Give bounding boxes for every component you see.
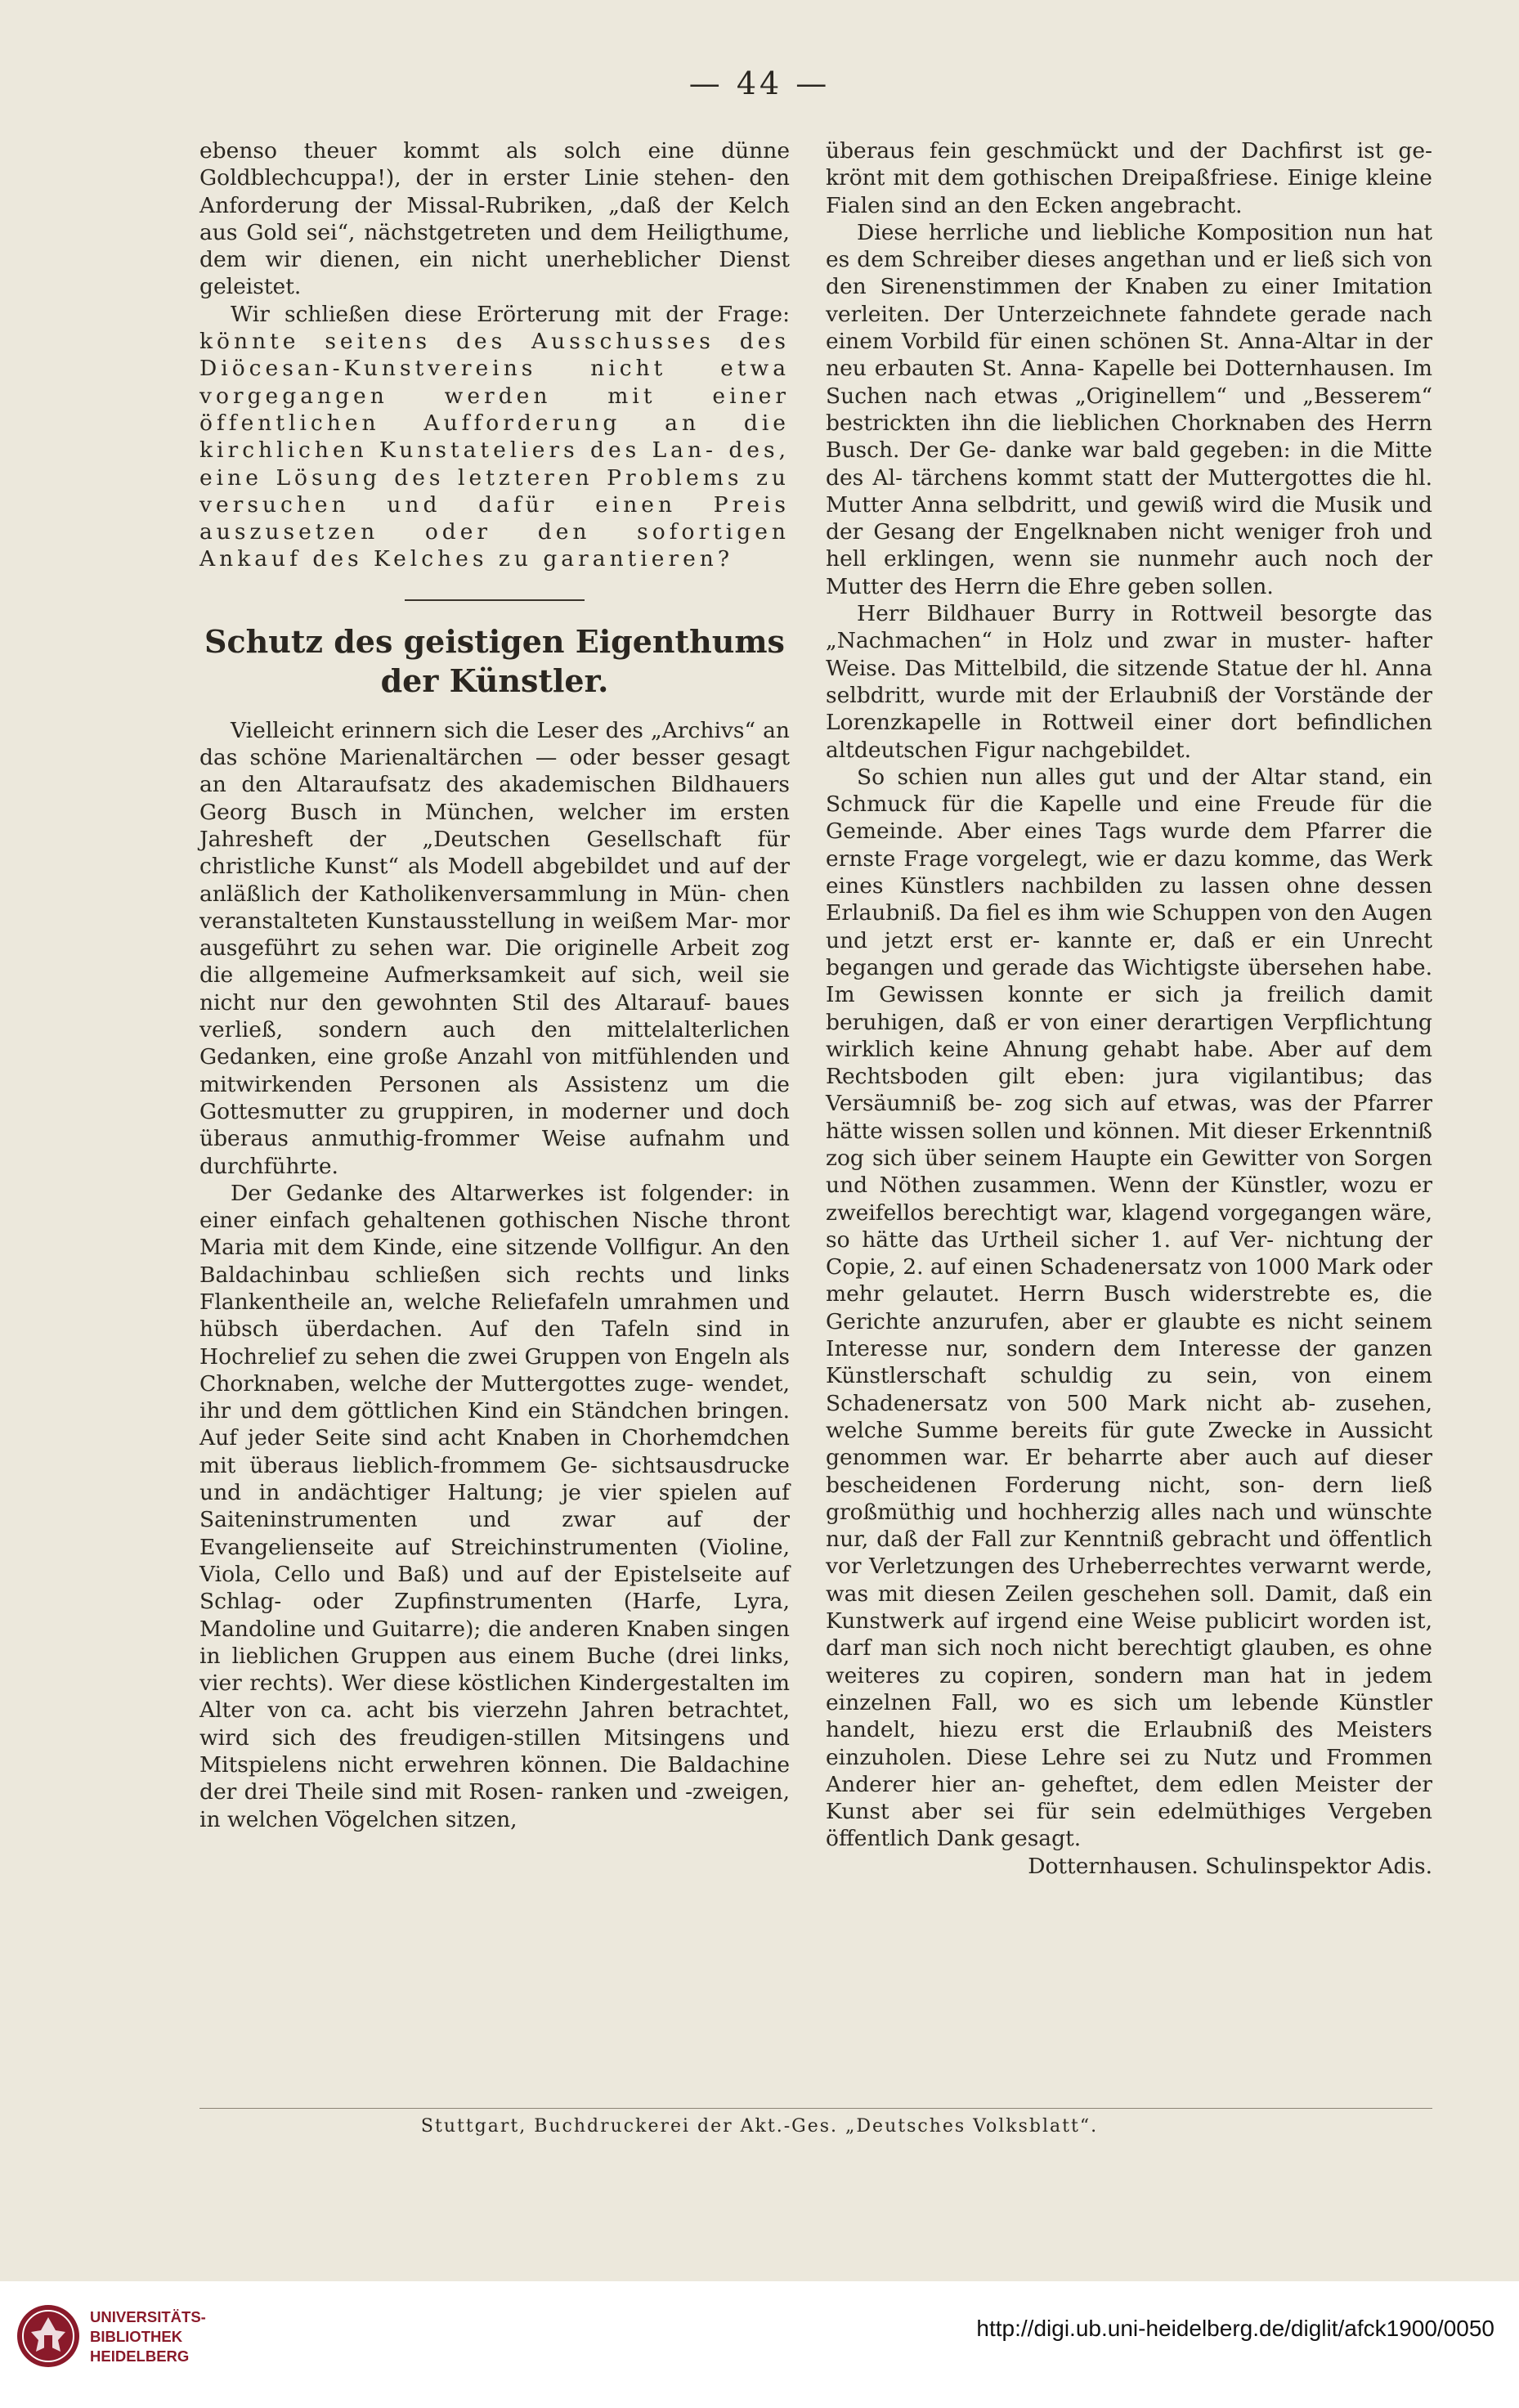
logo-line: HEIDELBERG (90, 2347, 190, 2365)
article-heading: Schutz des geistigen Eigenthums der Künstler. (204, 622, 785, 699)
library-footer (0, 2281, 1519, 2408)
imprint-rule (199, 2108, 1432, 2109)
library-logo-text (90, 2307, 206, 2366)
digital-copy-url[interactable]: http://digi.ub.uni-heidelberg.de/diglit/afck1900/0050 (976, 2316, 1494, 2341)
right-paragraph-3: Herr Bildhauer Burry in Rottweil besorgte das „Nachmachen“ in Holz und zwar in muster- hafter Weise. Das Mittelbild, die sitzende Statue der hl. Anna selbdritt, wurde mit der Erlaubniß der Vorstände der Lorenzkapelle in Rottweil einer dort befindlichen altdeutschen Figur nachgebildet. (826, 601, 1432, 763)
right-column (826, 137, 1432, 1880)
right-paragraph-2: Diese herrliche und liebliche Komposition nun hat es dem Schreiber dieses angethan und er ließ sich von den Sirenenstimmen der Knaben zu einer Imitation verleiten. Der Unterzeichnete fahndete gerade nach einem Vorbild für einen schönen St. Anna-Altar in der neu erbauten St. Anna- Kapelle bei Dotternhausen. Im Suchen nach etwas „Originellem“ und „Besserem“ bestrickten ihn die lieblichen Chorknaben des Herrn Busch. Der Ge- danke war bald gegeben: in die Mitte des Al- tärchens kommt statt der Muttergottes die hl. Mutter Anna selbdritt, und gewiß wird die Musik und der Gesang der Engelknaben nicht weniger froh und hell erklingen, wenn sie nunmehr auch noch der Mutter des Herrn die Ehre geben sollen. (826, 219, 1432, 599)
right-paragraph-4: So schien nun alles gut und der Altar stand, ein Schmuck für die Kapelle und eine Freude für die Gemeinde. Aber eines Tags wurde dem Pfarrer die ernste Frage vorgelegt, wie er dazu komme, das Werk eines Künstlers nachbilden zu lassen ohne dessen Erlaubniß. Da fiel es ihm wie Schuppen von den Augen und jetzt erst er- kannte er, daß er ein Unrecht begangen und gerade das Wichtigste übersehen habe. Im Gewissen konnte er sich ja freilich damit beruhigen, daß er von einer derartigen Verpflichtung wirklich keine Ahnung gehabt habe. Aber auf dem Rechtsboden gilt eben: jura vigilantibus; das Versäumniß be- zog sich auf etwas, was der Pfarrer hätte wissen sollen und können. Mit dieser Erkenntniß zog sich über seinem Haupte ein Gewitter von Sorgen und Nöthen zusammen. Wenn der Künstler, wozu er zweifellos berechtigt war, klagend vorgegangen wäre, so hätte das Urtheil sicher 1. auf Ver- nichtung der Copie, 2. auf einen Schadenersatz von 1000 Mark oder mehr gelautet. Herrn Busch widerstrebte es, die Gerichte anzurufen, aber er glaubte es nicht seinem Interesse nur, sondern dem Interesse der ganzen Künstlerschaft schuldig zu sein, von einem Schadenersatz von 500 Mark nicht ab- zusehen, welche Summe bereits für gute Zwecke in Aussicht genommen war. Er beharrte aber auch auf dieser bescheidenen Forderung nicht, son- dern ließ großmüthig und hochherzig alles nach und wünschte nur, daß der Fall zur Kenntniß gebracht und öffentlich vor Verletzungen des Urheberrechtes verwarnt werde, was mit diesen Zeilen geschehen soll. Damit, daß ein Kunstwerk auf irgend eine Weise publicirt worden ist, darf man sich noch nicht berechtigt glauben, es ohne weiteres zu copiren, sondern man hat in jedem einzelnen Fall, wo es sich um lebende Künstler handelt, hiezu erst die Erlaubniß des Meisters einzuholen. Diese Lehre sei zu Nutz und Frommen Anderer hier an- geheftet, dem edlen Meister der Kunst aber sei für sein edelmüthiges Vergeben öffentlich Dank gesagt. (826, 764, 1432, 1852)
question-spaced-text: könnte seitens des Ausschusses des Diöcesan-Kunstvereins nicht etwa vorgegangen werden mit einer öffentlichen Aufforderung an die kirchlichen Kunstateliers des Lan- des, eine Lösung des letzteren Problems zu versuchen und dafür einen Preis auszusetzen oder den sofortigen Ankauf des Kelches zu garantieren? (199, 329, 790, 572)
question-paragraph (199, 301, 790, 573)
logo-line: UNIVERSITÄTS- (90, 2308, 206, 2325)
printer-imprint: Stuttgart, Buchdruckerei der Akt.-Ges. „Deutsches Volksblatt“. (420, 2116, 1099, 2137)
left-paragraph-1: Vielleicht erinnern sich die Leser des „Archivs“ an das schöne Marienaltärchen — oder besser gesagt an den Altaraufsatz des akademischen Bildhauers Georg Busch in München, welcher im ersten Jahresheft der „Deutschen Gesellschaft für christliche Kunst“ als Modell abgebildet und auf der anläßlich der Katholikenversammlung in Mün- chen veranstalteten Kunstausstellung in weißem Mar- mor ausgeführt zu sehen war. Die originelle Arbeit zog die allgemeine Aufmerksamkeit auf sich, weil sie nicht nur den gewohnten Stil des Altarauf- baues verließ, sondern auch den mittelalterlichen Gedanken, eine große Anzahl von mitfühlenden und mitwirkenden Personen als Assistenz um die Gottesmutter zu gruppiren, in moderner und doch überaus anmuthig-frommer Weise aufnahm und durchführte. (199, 717, 790, 1179)
left-column (199, 137, 790, 1833)
question-intro: Wir schließen diese Erörterung mit der Frage: (231, 301, 790, 327)
page-number: — 44 — (688, 65, 831, 101)
logo-line: BIBLIOTHEK (90, 2328, 183, 2345)
left-top-paragraph: ebenso theuer kommt als solch eine dünne Goldblechcuppa!), der in erster Linie stehen- den Anforderung der Missal-Rubriken, „daß der Kelch aus Gold sei“, nächstgetreten und dem Heiligthume, dem wir dienen, ein nicht unerheblicher Dienst geleistet. (199, 138, 790, 300)
university-seal-icon (15, 2303, 82, 2370)
left-paragraph-2: Der Gedanke des Altarwerkes ist folgender: in einer einfach gehaltenen gothischen Nische thront Maria mit dem Kinde, eine sitzende Vollfigur. An den Baldachinbau schließen sich rechts und links Flankentheile an, welche Reliefafeln umrahmen und hübsch überdachen. Auf den Tafeln sind in Hochrelief zu sehen die zwei Gruppen von Engeln als Chorknaben, welche der Muttergottes zuge- wendet, ihr und dem göttlichen Kind ein Ständchen bringen. Auf jeder Seite sind acht Knaben in Chorhemdchen mit überaus lieblich-frommem Ge- sichtsausdrucke und in andächtiger Haltung; je vier spielen auf Saiteninstrumenten und zwar auf der Evangelienseite auf Streichinstrumenten (Violine, Viola, Cello und Baß) und auf der Epistelseite auf Schlag- oder Zupfinstrumenten (Harfe, Lyra, Mandoline und Guitarre); die anderen Knaben singen in lieblichen Gruppen aus einem Buche (drei links, vier rechts). Wer diese köstlichen Kindergestalten im Alter von ca. acht bis vierzehn Jahren betrachtet, wird sich des freudigen-stillen Mitsingens und Mitspielens nicht erwehren können. Die Baldachine der drei Theile sind mit Rosen- ranken und -zweigen, in welchen Vögelchen sitzen, (199, 1180, 790, 1832)
section-divider (405, 599, 585, 601)
right-paragraph-1: überaus fein geschmückt und der Dachfirst ist ge- krönt mit dem gothischen Dreipaßfriese. Einige kleine Fialen sind an den Ecken angebracht. (826, 138, 1432, 218)
signature: Dotternhausen. Schulinspektor Adis. (1028, 1853, 1432, 1879)
